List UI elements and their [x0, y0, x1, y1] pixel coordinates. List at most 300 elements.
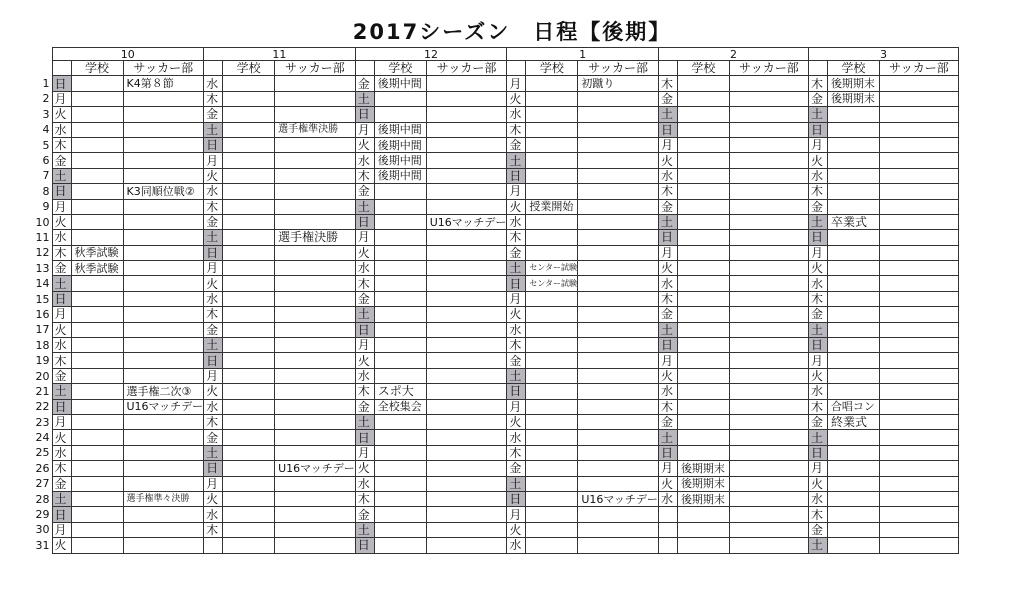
- table-row: [22, 307, 958, 322]
- school-event-cell: [526, 353, 578, 368]
- soccer-event-cell: [426, 245, 507, 260]
- soccer-event-cell: [729, 168, 808, 183]
- school-event-cell: [374, 230, 426, 245]
- soccer-event-cell: [729, 538, 808, 553]
- school-event-cell: [223, 245, 275, 260]
- soccer-event-cell: [123, 445, 204, 460]
- weekday-cell: 水: [507, 538, 526, 553]
- day-number: 30: [35, 523, 50, 537]
- school-event-cell: 後期中間: [374, 76, 426, 91]
- school-event-cell: [526, 414, 578, 429]
- weekday-col-header: [355, 61, 374, 76]
- soccer-event-cell: [578, 261, 659, 276]
- weekday-cell: 日: [808, 122, 827, 137]
- school-event-cell: [827, 491, 879, 506]
- weekday-cell: 木: [507, 445, 526, 460]
- soccer-event-cell: [275, 214, 356, 229]
- school-event-cell: [526, 245, 578, 260]
- soccer-event-cell: [123, 322, 204, 337]
- weekday-cell: 木: [507, 122, 526, 137]
- weekday-cell: 金: [808, 307, 827, 322]
- weekday-cell: 月: [507, 184, 526, 199]
- school-event-cell: [374, 538, 426, 553]
- table-row: [22, 107, 958, 122]
- weekday-cell: 日: [658, 338, 677, 353]
- school-event-cell: [374, 276, 426, 291]
- soccer-event-cell: U16マッチデー: [275, 461, 356, 476]
- weekday-cell: 金: [808, 199, 827, 214]
- weekday-cell: 木: [52, 461, 71, 476]
- school-event-cell: [526, 230, 578, 245]
- school-event-cell: [827, 338, 879, 353]
- weekday-cell: 日: [507, 384, 526, 399]
- weekday-cell: 日: [52, 291, 71, 306]
- soccer-event-cell: [879, 76, 958, 91]
- school-event-cell: [223, 368, 275, 383]
- school-event-cell: [677, 414, 729, 429]
- weekday-cell: 火: [52, 322, 71, 337]
- weekday-cell: 金: [204, 430, 223, 445]
- school-event-cell: [526, 522, 578, 537]
- soccer-event-cell: [879, 245, 958, 260]
- weekday-cell: 水: [507, 322, 526, 337]
- school-event-cell: [223, 476, 275, 491]
- weekday-cell: 水: [204, 291, 223, 306]
- school-event-cell: [526, 507, 578, 522]
- soccer-event-cell: [123, 430, 204, 445]
- soccer-event-cell: [275, 368, 356, 383]
- soccer-event-cell: [879, 491, 958, 506]
- school-event-cell: [71, 276, 123, 291]
- weekday-cell: 金: [52, 261, 71, 276]
- soccer-event-cell: [879, 261, 958, 276]
- soccer-event-cell: [879, 445, 958, 460]
- school-col-header: 学校: [223, 61, 275, 76]
- weekday-cell: 金: [355, 291, 374, 306]
- table-row: [22, 476, 958, 491]
- weekday-cell: 日: [355, 214, 374, 229]
- school-event-cell: [223, 445, 275, 460]
- weekday-cell: 金: [658, 307, 677, 322]
- weekday-cell: 金: [204, 322, 223, 337]
- table-row: [22, 338, 958, 353]
- weekday-cell: 日: [52, 184, 71, 199]
- school-event-cell: [677, 245, 729, 260]
- school-col-header: 学校: [71, 61, 123, 76]
- school-event-cell: 後期期末: [827, 91, 879, 106]
- day-number: 14: [35, 277, 50, 291]
- soccer-event-cell: 選手権二次③: [123, 384, 204, 399]
- weekday-cell: 月: [355, 445, 374, 460]
- soccer-event-cell: [879, 107, 958, 122]
- school-event-cell: [827, 445, 879, 460]
- weekday-cell: [204, 538, 223, 553]
- soccer-col-header: サッカー部: [879, 61, 958, 76]
- weekday-col-header: [507, 61, 526, 76]
- soccer-event-cell: [578, 384, 659, 399]
- school-event-cell: [827, 368, 879, 383]
- weekday-cell: 火: [355, 461, 374, 476]
- soccer-event-cell: [578, 153, 659, 168]
- soccer-event-cell: [426, 122, 507, 137]
- soccer-event-cell: [729, 384, 808, 399]
- table-row: [22, 214, 958, 229]
- weekday-cell: 土: [808, 107, 827, 122]
- weekday-cell: 火: [507, 91, 526, 106]
- weekday-cell: 水: [658, 384, 677, 399]
- weekday-cell: 土: [204, 122, 223, 137]
- weekday-cell: 日: [808, 445, 827, 460]
- weekday-cell: 月: [808, 353, 827, 368]
- weekday-cell: 火: [658, 368, 677, 383]
- school-event-cell: [71, 476, 123, 491]
- soccer-event-cell: [879, 384, 958, 399]
- soccer-event-cell: [879, 353, 958, 368]
- school-event-cell: [677, 368, 729, 383]
- soccer-event-cell: [879, 214, 958, 229]
- soccer-event-cell: [729, 322, 808, 337]
- weekday-col-header: [808, 61, 827, 76]
- day-number: 3: [42, 107, 50, 121]
- soccer-event-cell: [879, 322, 958, 337]
- school-col-header: 学校: [526, 61, 578, 76]
- soccer-event-cell: [729, 261, 808, 276]
- weekday-cell: 金: [355, 399, 374, 414]
- weekday-cell: 火: [355, 245, 374, 260]
- soccer-event-cell: [578, 91, 659, 106]
- school-event-cell: [223, 122, 275, 137]
- school-event-cell: [223, 430, 275, 445]
- school-event-cell: [526, 107, 578, 122]
- school-event-cell: [223, 261, 275, 276]
- school-event-cell: [223, 399, 275, 414]
- weekday-cell: 日: [808, 230, 827, 245]
- weekday-cell: 水: [204, 507, 223, 522]
- soccer-event-cell: [123, 538, 204, 553]
- weekday-cell: 土: [507, 476, 526, 491]
- weekday-cell: 火: [658, 476, 677, 491]
- school-event-cell: [827, 122, 879, 137]
- school-event-cell: 秋季試験: [71, 245, 123, 260]
- school-event-cell: [827, 261, 879, 276]
- school-event-cell: スポ大: [374, 384, 426, 399]
- school-event-cell: [827, 137, 879, 152]
- school-event-cell: [223, 507, 275, 522]
- school-event-cell: [374, 91, 426, 106]
- soccer-event-cell: [729, 399, 808, 414]
- table-row: [22, 76, 958, 91]
- school-event-cell: [526, 214, 578, 229]
- weekday-cell: 金: [204, 214, 223, 229]
- school-event-cell: [677, 261, 729, 276]
- school-event-cell: [827, 184, 879, 199]
- weekday-cell: [658, 522, 677, 537]
- day-number: 2: [42, 92, 50, 106]
- table-row: [22, 168, 958, 183]
- soccer-event-cell: [123, 107, 204, 122]
- school-event-cell: [677, 507, 729, 522]
- weekday-cell: 木: [355, 491, 374, 506]
- school-event-cell: [827, 107, 879, 122]
- school-event-cell: [827, 291, 879, 306]
- weekday-cell: 月: [507, 399, 526, 414]
- soccer-event-cell: [123, 214, 204, 229]
- month-header-12: 12: [355, 48, 507, 61]
- soccer-event-cell: [275, 538, 356, 553]
- weekday-cell: 火: [355, 137, 374, 152]
- soccer-event-cell: [578, 414, 659, 429]
- school-event-cell: [827, 168, 879, 183]
- school-event-cell: [827, 276, 879, 291]
- weekday-cell: 土: [52, 168, 71, 183]
- school-event-cell: [374, 199, 426, 214]
- weekday-cell: 火: [808, 153, 827, 168]
- school-event-cell: [677, 107, 729, 122]
- month-header-1: 1: [507, 48, 659, 61]
- weekday-cell: 水: [204, 76, 223, 91]
- table-row: [22, 245, 958, 260]
- day-number: 21: [35, 384, 50, 398]
- soccer-event-cell: [275, 353, 356, 368]
- soccer-event-cell: [123, 307, 204, 322]
- weekday-cell: 月: [507, 291, 526, 306]
- soccer-event-cell: [729, 199, 808, 214]
- weekday-cell: 日: [204, 353, 223, 368]
- soccer-event-cell: [729, 430, 808, 445]
- school-event-cell: [526, 538, 578, 553]
- soccer-event-cell: [275, 430, 356, 445]
- soccer-event-cell: [729, 368, 808, 383]
- weekday-cell: 水: [507, 107, 526, 122]
- soccer-event-cell: [123, 168, 204, 183]
- day-number: 8: [42, 184, 50, 198]
- school-event-cell: [526, 91, 578, 106]
- school-event-cell: [71, 214, 123, 229]
- day-number: 4: [42, 123, 50, 137]
- soccer-event-cell: 選手権準決勝: [275, 122, 356, 137]
- soccer-event-cell: [426, 461, 507, 476]
- soccer-event-cell: [275, 199, 356, 214]
- weekday-cell: 金: [355, 184, 374, 199]
- school-event-cell: [526, 491, 578, 506]
- school-event-cell: [374, 414, 426, 429]
- soccer-event-cell: [426, 322, 507, 337]
- soccer-event-cell: [729, 76, 808, 91]
- soccer-event-cell: [275, 276, 356, 291]
- school-event-cell: [526, 153, 578, 168]
- school-event-cell: 後期中間: [374, 153, 426, 168]
- weekday-cell: 月: [204, 368, 223, 383]
- table-row: [22, 461, 958, 476]
- table-row: [22, 153, 958, 168]
- month-header-10: 10: [52, 48, 204, 61]
- weekday-cell: 金: [658, 414, 677, 429]
- table-row: [22, 322, 958, 337]
- soccer-event-cell: [426, 414, 507, 429]
- weekday-cell: 水: [658, 491, 677, 506]
- soccer-event-cell: [578, 122, 659, 137]
- weekday-cell: 日: [507, 491, 526, 506]
- weekday-cell: 日: [52, 507, 71, 522]
- soccer-event-cell: [275, 445, 356, 460]
- soccer-event-cell: [578, 107, 659, 122]
- school-event-cell: [526, 430, 578, 445]
- weekday-cell: 日: [355, 538, 374, 553]
- school-event-cell: 卒業式: [827, 214, 879, 229]
- school-event-cell: [71, 538, 123, 553]
- column-header-row: [22, 61, 958, 76]
- weekday-cell: 火: [204, 384, 223, 399]
- soccer-event-cell: [275, 91, 356, 106]
- weekday-cell: 金: [355, 76, 374, 91]
- school-event-cell: [223, 107, 275, 122]
- soccer-event-cell: [578, 322, 659, 337]
- weekday-cell: 土: [355, 414, 374, 429]
- weekday-cell: 土: [52, 491, 71, 506]
- school-event-cell: [827, 307, 879, 322]
- weekday-cell: 木: [658, 76, 677, 91]
- school-event-cell: [526, 184, 578, 199]
- soccer-event-cell: [426, 76, 507, 91]
- schedule-table: [22, 47, 959, 554]
- weekday-cell: 土: [507, 368, 526, 383]
- weekday-cell: 木: [658, 399, 677, 414]
- soccer-event-cell: [729, 245, 808, 260]
- school-event-cell: [223, 491, 275, 506]
- soccer-event-cell: [426, 399, 507, 414]
- school-event-cell: [71, 307, 123, 322]
- school-event-cell: [677, 430, 729, 445]
- weekday-cell: 火: [507, 307, 526, 322]
- soccer-event-cell: [426, 291, 507, 306]
- soccer-event-cell: [729, 153, 808, 168]
- table-row: [22, 445, 958, 460]
- school-event-cell: 後期期末: [677, 476, 729, 491]
- school-event-cell: [827, 245, 879, 260]
- school-event-cell: [374, 214, 426, 229]
- weekday-cell: 金: [507, 461, 526, 476]
- school-event-cell: 秋季試験: [71, 261, 123, 276]
- table-row: [22, 399, 958, 414]
- school-event-cell: [677, 122, 729, 137]
- soccer-event-cell: [426, 184, 507, 199]
- weekday-cell: 木: [355, 384, 374, 399]
- weekday-col-header: [204, 61, 223, 76]
- soccer-event-cell: [123, 137, 204, 152]
- soccer-event-cell: [578, 199, 659, 214]
- soccer-event-cell: [879, 291, 958, 306]
- school-event-cell: [827, 538, 879, 553]
- soccer-event-cell: [578, 445, 659, 460]
- school-event-cell: [223, 153, 275, 168]
- school-event-cell: [374, 261, 426, 276]
- weekday-cell: 月: [658, 245, 677, 260]
- soccer-event-cell: [426, 91, 507, 106]
- soccer-event-cell: [275, 307, 356, 322]
- school-event-cell: [71, 368, 123, 383]
- school-event-cell: [677, 153, 729, 168]
- soccer-event-cell: [729, 476, 808, 491]
- school-event-cell: [827, 507, 879, 522]
- month-header-3: 3: [808, 48, 958, 61]
- weekday-cell: 火: [52, 214, 71, 229]
- table-row: [22, 199, 958, 214]
- school-event-cell: 後期期末: [677, 461, 729, 476]
- soccer-event-cell: [275, 491, 356, 506]
- soccer-event-cell: [123, 522, 204, 537]
- soccer-event-cell: [426, 384, 507, 399]
- weekday-cell: 月: [52, 414, 71, 429]
- soccer-event-cell: [275, 414, 356, 429]
- weekday-cell: 月: [658, 137, 677, 152]
- weekday-cell: 日: [507, 168, 526, 183]
- weekday-cell: 土: [808, 322, 827, 337]
- soccer-event-cell: [578, 338, 659, 353]
- weekday-cell: 水: [355, 261, 374, 276]
- school-event-cell: [827, 522, 879, 537]
- weekday-cell: 土: [658, 214, 677, 229]
- school-event-cell: [223, 414, 275, 429]
- weekday-cell: 火: [52, 107, 71, 122]
- weekday-cell: 木: [355, 168, 374, 183]
- school-event-cell: [223, 307, 275, 322]
- day-number: 22: [35, 400, 50, 414]
- day-number: 17: [35, 323, 50, 337]
- school-event-cell: [223, 91, 275, 106]
- school-event-cell: [526, 384, 578, 399]
- school-event-cell: [827, 353, 879, 368]
- school-event-cell: [71, 384, 123, 399]
- weekday-cell: 火: [658, 261, 677, 276]
- school-event-cell: [374, 307, 426, 322]
- soccer-event-cell: [578, 214, 659, 229]
- weekday-cell: 月: [507, 507, 526, 522]
- soccer-event-cell: [426, 199, 507, 214]
- weekday-cell: 土: [507, 153, 526, 168]
- soccer-event-cell: 初蹴り: [578, 76, 659, 91]
- school-event-cell: [374, 338, 426, 353]
- weekday-cell: 火: [355, 353, 374, 368]
- soccer-event-cell: [123, 91, 204, 106]
- weekday-cell: 水: [355, 153, 374, 168]
- school-event-cell: [374, 107, 426, 122]
- day-number: 20: [35, 369, 50, 383]
- school-event-cell: [526, 399, 578, 414]
- school-event-cell: [223, 199, 275, 214]
- month-header-2: 2: [658, 48, 808, 61]
- soccer-event-cell: [123, 199, 204, 214]
- weekday-cell: 水: [355, 368, 374, 383]
- weekday-cell: 日: [808, 338, 827, 353]
- month-header-11: 11: [204, 48, 356, 61]
- table-row: [22, 184, 958, 199]
- day-number: 31: [35, 538, 50, 552]
- school-event-cell: [526, 137, 578, 152]
- soccer-event-cell: [426, 307, 507, 322]
- soccer-event-cell: U16マッチデー: [426, 214, 507, 229]
- weekday-cell: 月: [658, 461, 677, 476]
- weekday-cell: 月: [808, 461, 827, 476]
- soccer-event-cell: [123, 368, 204, 383]
- soccer-event-cell: [123, 291, 204, 306]
- weekday-cell: [658, 507, 677, 522]
- weekday-cell: 水: [52, 230, 71, 245]
- school-col-header: 学校: [374, 61, 426, 76]
- soccer-event-cell: [123, 276, 204, 291]
- weekday-cell: 金: [808, 91, 827, 106]
- weekday-cell: 木: [204, 307, 223, 322]
- school-event-cell: [677, 338, 729, 353]
